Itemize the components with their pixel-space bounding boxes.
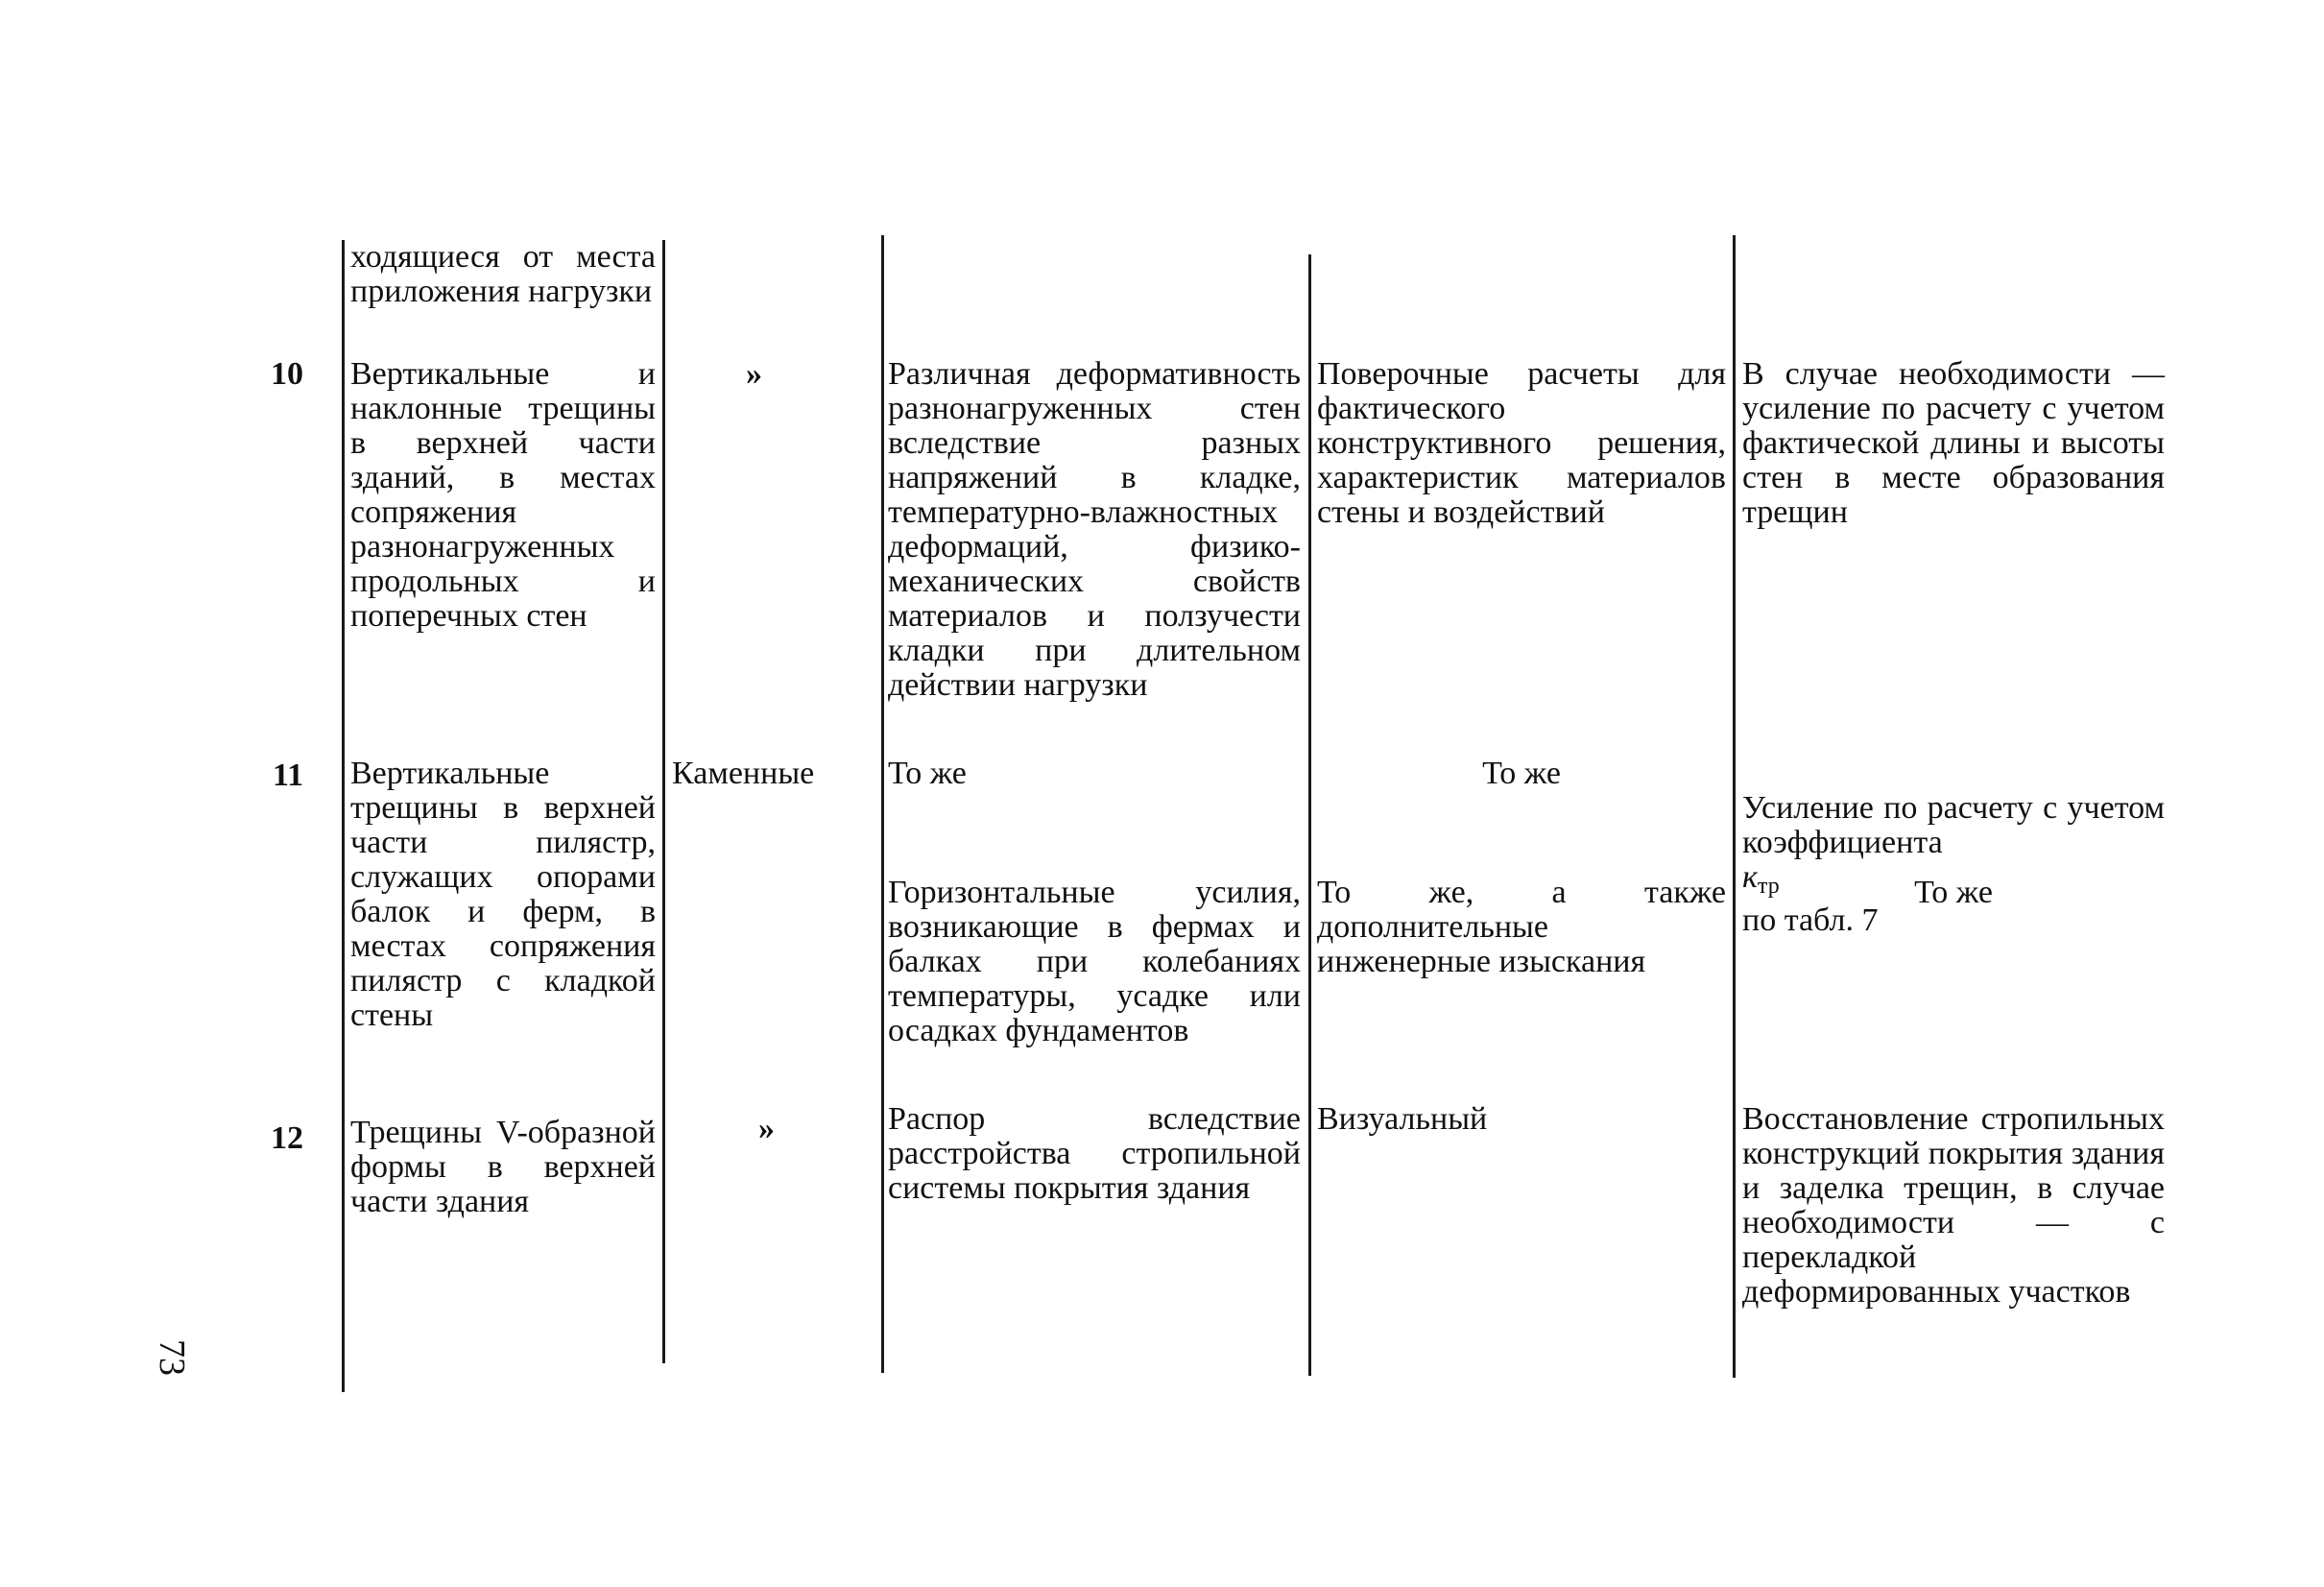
row-cause: Различная деформативность разнонагруженных стен вследствие разных напряжений в кладке, температурно-влажностных деформаций, физико-механических свойств материалов и ползучести кладки при длительном действии нагрузки: [888, 356, 1301, 703]
row-cause-secondary: Горизонтальные усилия, возникающие в фермах и балках при колебаниях температуры, усадке или осадках фундаментов: [888, 875, 1301, 1048]
row-material: Каменные: [672, 756, 815, 791]
row-number: 11: [273, 757, 304, 793]
coefficient-symbol: к: [1742, 859, 1758, 895]
row-material: »: [758, 1111, 775, 1146]
row-cause: То же: [888, 756, 967, 791]
coefficient-subscript: тр: [1757, 874, 1780, 899]
row-measures: В случае необходимости — усиление по расчету с учетом фактической длины и высоты стен в месте образования трещин: [1742, 356, 2165, 530]
measures-text: Усиление по расчету с учетом коэффициента: [1742, 790, 2165, 860]
row-cause: Распор вследствие расстройства стропильной системы покрытия здания: [888, 1101, 1301, 1206]
row-measures: Восстановление стропильных конструкций покрытия здания и заделка трещин, в случае необходимости — с перекладкой деформированных участков: [1742, 1101, 2165, 1310]
column-rule-1: [342, 240, 345, 1392]
row-number: 10: [271, 356, 303, 392]
column-rule-2: [662, 240, 665, 1363]
row-method-secondary: То же, а также дополнительные инженерные изыскания: [1317, 875, 1726, 979]
column-rule-5: [1733, 235, 1736, 1378]
row-measures-secondary: То же: [1914, 875, 1993, 910]
row-description: Вертикальные и наклонные трещины в верхней части зданий, в местах сопряжения разнонагруженных продольных и поперечных стен: [350, 356, 656, 634]
row-method: То же: [1482, 756, 1561, 791]
measures-reference: по табл. 7: [1742, 902, 1879, 938]
row-method: Визуальный: [1317, 1101, 1488, 1137]
column-rule-4: [1308, 254, 1311, 1376]
row-description: Вертикальные трещины в верхней части пилястр, служащих опорами балок и ферм, в местах сопряжения пилястр с кладкой стены: [350, 756, 656, 1033]
row-number: 12: [271, 1120, 303, 1156]
continuation-description: ходящиеся от места приложения нагрузки: [350, 239, 656, 309]
page-number: 73: [152, 1339, 192, 1376]
row-method: Поверочные расчеты для фактического конструктивного решения, характеристик материалов стены и воздействий: [1317, 356, 1726, 530]
row-measures: [1742, 757, 2165, 938]
row-description: Трещины V-образной формы в верхней части здания: [350, 1115, 656, 1219]
row-material: »: [746, 356, 762, 392]
column-rule-3: [881, 235, 884, 1373]
